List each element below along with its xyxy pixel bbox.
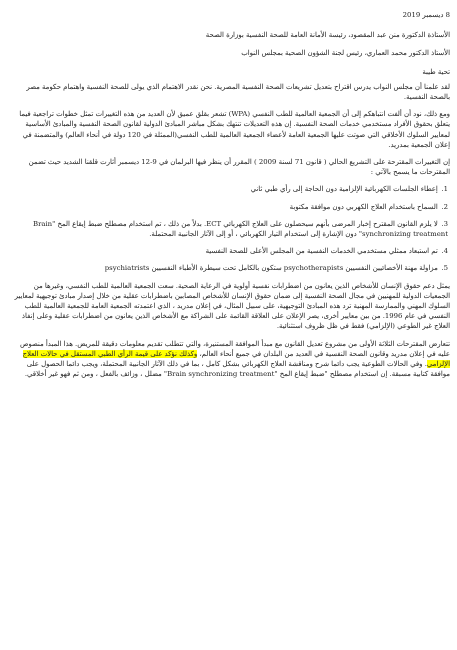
paragraph-human-rights: يمثل دعم حقوق الإنسان للأشخاص الذين يعانون من اضطرابات نفسية أولوية في الرعاية الصحية. سعت الجمعية العالمية للطب النفسي، وغيرها من الجمعيات الدولية للمهنيين في مجال الصحة النفسية إلى ضمان حقوق الإنسان للأشخاص المصابين باضطرابات عقلية من خلال إصدار مبادئ توجيهية لمعايير السلوك المهني والممارسة المهنية ترد هذه المبادئ التوجيهية، على سبيل المثال، في إعلان مدريد ، الذي اعتمدته الجمعية العامة للجمعية العالمية للطب النفسي في عام 1996. من بين معايير أخرى، يصر الإعلان على العلاقة القائمة على الشراكة مع الأشخاص الذين يعانون من اضطرابات عقلية وعلى إنفاذ العلاج غير الطوعي (الإلزامي) فقط في ظل ظروف استثنائية. — [14, 281, 450, 331]
proposal-item-1 — [8, 184, 450, 194]
highlighted-text: وكذلك نؤكد على قيمة الرأي الطبي المستقل في حالات العلاج الإلزامي — [22, 349, 450, 369]
letter-body — [8, 10, 450, 386]
proposal-number: 2. — [441, 202, 448, 211]
proposal-text: تم استبعاد ممثلي مستخدمي الخدمات النفسية من المجلس الأعلى للصحة النفسية — [205, 247, 438, 256]
proposal-number: 5. — [441, 264, 448, 273]
proposal-text: مزاولة مهنة الأخصائيين النفسيين psychotherapists ستكون بالكامل تحت سيطرة الأطباء النفسيين psychiatrists — [104, 264, 438, 273]
proposal-item-5 — [8, 263, 450, 273]
proposal-text: لا يلزم القانون المقترح إخبار المرضى بأنهم سيحصلون على العلاج الكهربائي ECT. بدلاً من ذلك ، تم استخدام مصطلح ضبط إيقاع المخ "Brain synchronizing treatment" دون الإشارة إلى استخدام التيار الكهربائي ، أو إلى الآثار الجانبية المحتملة. — [33, 219, 448, 239]
consent-text-before: تتعارض المقترحات الثلاثة الأولى من مشروع تعديل القانون مع مبدأ الموافقة المستنيرة، والتي تتطلب تقديم معلومات دقيقة للمريض. هذا المبدأ منصوص عليه في إعلان مدريد وقانون الصحة النفسية في العديد من البلدان في جميع أنحاء العالم، — [20, 339, 450, 358]
recipient-2: الأستاذ الدكتور محمد العماري، رئيس لجنة الشؤون الصحية بمجلس النواب — [241, 49, 450, 58]
proposal-number: 1. — [441, 185, 448, 194]
proposal-text: إعطاء الجلسات الكهربائية الإلزامية دون الحاجة إلى رأي طبي ثاني — [250, 185, 438, 194]
proposal-item-3 — [8, 219, 450, 239]
proposal-item-2 — [8, 202, 450, 212]
recipient-1: الأستاذة الدكتورة منن عبد المقصود، رئيسة الأمانة العامة للصحة النفسية بوزارة الصحة — [205, 31, 450, 40]
proposal-text: السماح باستخدام العلاج الكهربي دون موافقة مكتوبة — [289, 202, 438, 211]
paragraph-informed-consent — [8, 339, 450, 380]
letter-date: 8 ديسمبر 2019 — [402, 11, 450, 19]
proposal-item-4 — [8, 246, 450, 256]
proposal-number: 4. — [441, 247, 448, 256]
proposal-number: 3. — [441, 219, 448, 228]
paragraph-proposals: إن التغييرات المقترحة على التشريع الحالي ( قانون 71 لسنة 2009 ) المقرر أن ينظر فيها البرلمان في 9-12 ديسمبر أثارت قلقنا الشديد حيث تضمن المقترحات ما يسمح بالآتي : — [28, 158, 450, 177]
paragraph-intro: لقد علمنا أن مجلس النواب يدرس اقتراح بتعديل تشريعات الصحة النفسية المصرية. نحن نقدر الاهتمام الذي يولى للصحة النفسية واهتمام حكومة مصر بالصحة النفسية. — [26, 82, 450, 102]
greeting: تحية طيبة — [422, 67, 450, 76]
paragraph-concern: ومع ذلك، نود أن ألفت انتباهكم إلى أن الجمعية العالمية للطب النفسي (WPA) تشعر بقلق عميق لأن العديد من هذه التغييرات تمثل خطوات تراجعية فيما يتعلق بحقوق الأفراد مستخدمي خدمات الصحة النفسية. إن هذه التعديلات تنتهك بشكل مباشر المبادئ الدولية لقانون الصحة النفسية والمبادئ الأساسية لمعايير السلوك الأخلاقي التي صوتت عليها الجمعية العامة لأعضاء الجمعية العالمية للطب النفسي(الممثلة في 120 دولة في أنحاء العالم) والمتضمنة في إعلان الجمعية بمدريد. — [19, 110, 450, 149]
consent-text-after: . وفي الحالات الطوعية يجب دائما شرح ومناقشة العلاج الكهربائي بشكل كامل ، بما في ذلك الآثار الجانبية المحتملة، ويجب دائما الحصول على موافقة كتابية مسبقة. إن استخدام مصطلح "ضبط إيقاع المخ "Brain synchronizing treatment" مضلل ، وزائف بالفعل ، ومن ثم فهو غير أخلاقي. — [24, 360, 450, 379]
